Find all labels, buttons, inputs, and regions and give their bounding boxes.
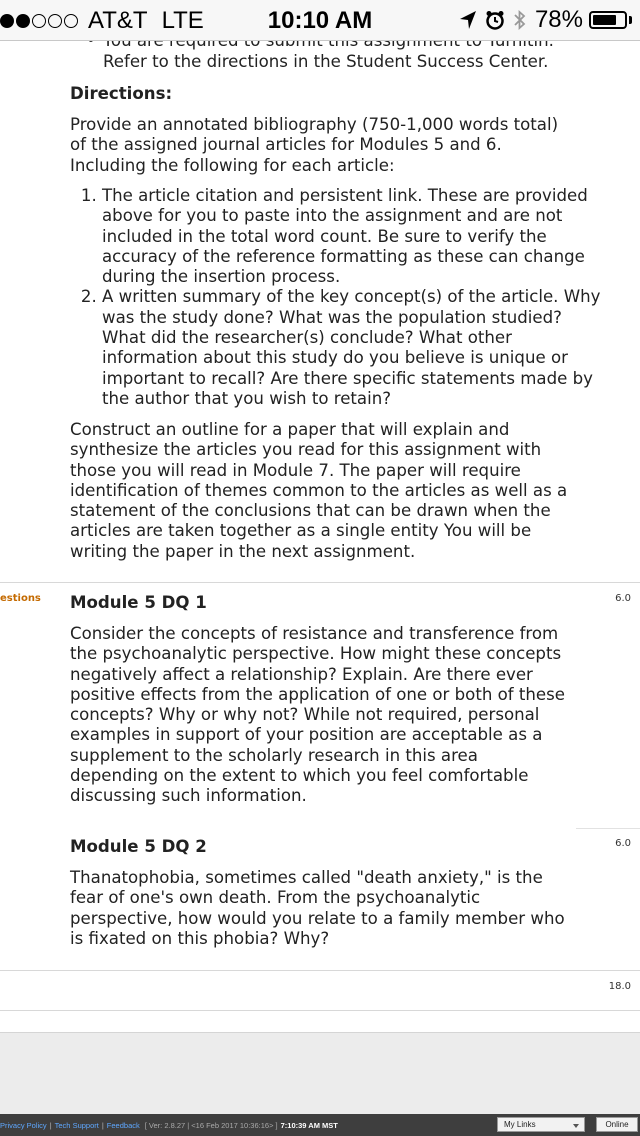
chevron-down-icon <box>573 1124 579 1128</box>
directions-list <box>70 186 602 409</box>
battery-percent: 78% <box>534 6 583 33</box>
divider <box>576 828 640 829</box>
status-right <box>459 6 632 34</box>
divider <box>0 1010 640 1011</box>
outline-instructions: Construct an outline for a paper that will explain and synthesize the articles you read for this assignment with those you will read in Module 7. The paper will require identification of themes common to the articles as well as a statement of the conclusions that can be drawn when the articles are taken together as a single entity You will be writing the paper in the next assignment. <box>70 420 568 561</box>
status-time: 10:10 AM <box>267 7 373 34</box>
total-points: 18.0 <box>608 981 631 992</box>
dq1-points: 6.0 <box>615 593 631 604</box>
dq1-title: Module 5 DQ 1 <box>70 593 207 612</box>
status-bar <box>0 0 640 41</box>
footer-separator: | <box>49 1121 52 1130</box>
dq2-body: Thanatophobia, sometimes called "death anxiety," is the fear of one's own death. From the psychoanalytic perspective, how would you relate to a family member who is fixated on this phobia? Why? <box>70 868 565 948</box>
bluetooth-icon <box>513 8 527 32</box>
footer-separator: | <box>101 1121 104 1130</box>
privacy-policy-link[interactable]: Privacy Policy <box>0 1121 47 1130</box>
tech-support-link[interactable]: Tech Support <box>54 1121 99 1130</box>
divider <box>0 970 640 971</box>
location-arrow-icon <box>459 10 477 30</box>
footer-links <box>0 1121 338 1130</box>
divider <box>0 582 640 583</box>
page-background-gray <box>0 1032 640 1115</box>
my-links-dropdown[interactable] <box>497 1117 585 1132</box>
dq1-body: Consider the concepts of resistance and transference from the psychoanalytic perspective. How might these concepts negatively affect a relationship? Explain. Are there ever positive effects from the application of one or both of these concepts? Why or why not? While not required, personal examples in support of your position are acceptable as a supplement to the scholarly research in this area depending on the extent to which you feel comfortable discussing such information. <box>70 624 565 806</box>
feedback-link[interactable]: Feedback <box>106 1121 140 1130</box>
directions-intro: Provide an annotated bibliography (750-1,000 words total) of the assigned journal articles for Modules 5 and 6. Including the following for each article: <box>70 115 559 175</box>
battery-icon <box>589 11 627 29</box>
alarm-icon <box>485 10 505 30</box>
footer-clock: 7:10:39 AM MST <box>280 1121 338 1130</box>
directions-heading: Directions: <box>70 84 173 103</box>
version-info: [ Ver: 2.8.27 | <16 Feb 2017 10:36:16> ] <box>144 1121 278 1130</box>
network-type: LTE <box>161 7 204 34</box>
online-status-button[interactable]: Online <box>596 1117 638 1132</box>
footer-bar <box>0 1114 640 1136</box>
my-links-label: My Links <box>504 1120 536 1129</box>
carrier-name: AT&T <box>88 7 148 34</box>
sidebar-section-label: estions <box>0 593 41 604</box>
bullet-text-line2: Refer to the directions in the Student Success Center. <box>103 52 549 71</box>
battery-fill <box>593 15 616 25</box>
list-item: 2. A written summary of the key concept(s) of the article. Why was the study done? What was the population studied? What did the researcher(s) conclude? What other information about this study do you believe is unique or important to recall? Are there specific statements made by the author that you wish to retain? <box>102 287 602 409</box>
dq2-title: Module 5 DQ 2 <box>70 837 207 856</box>
list-item: 1. The article citation and persistent link. These are provided above for you to paste into the assignment and are not included in the total word count. Be sure to verify the accuracy of the reference formatting as these can change during the insertion process. <box>102 186 602 287</box>
battery-tip <box>629 16 632 24</box>
dq2-points: 6.0 <box>615 838 631 849</box>
